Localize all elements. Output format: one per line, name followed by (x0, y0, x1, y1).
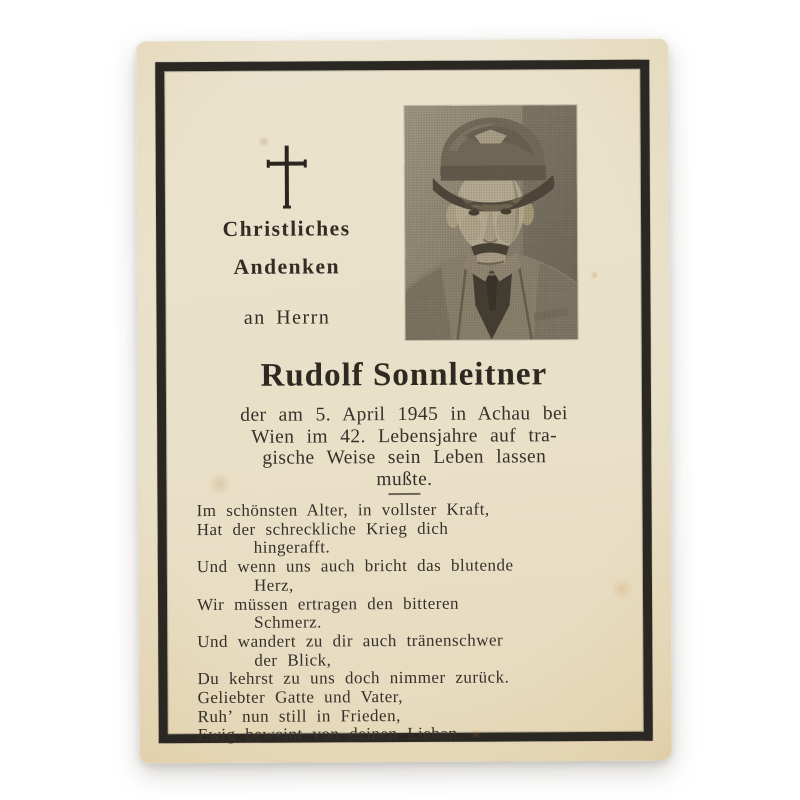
memorial-card (136, 39, 672, 764)
poem-line: Ruh’ nun still in Frieden, (197, 705, 401, 726)
poem-line: Ewig beweint von deinen Lieben. (197, 724, 463, 745)
obituary-line: mußte. (376, 468, 433, 490)
poem-line: Wir müssen ertragen den bitteren (197, 593, 460, 614)
memorial-poem (197, 500, 628, 745)
poem-line: der Blick, (254, 650, 332, 670)
header-line-an-herrn: an Herrn (243, 306, 331, 329)
poem-line: Schmerz. (254, 612, 322, 633)
header-line-andenken: Andenken (233, 254, 341, 279)
cross-icon (164, 144, 409, 214)
obituary-text (178, 403, 630, 491)
soldier-portrait-photo (404, 105, 577, 340)
deceased-name: Rudolf Sonnleitner (260, 356, 548, 394)
poem-line: Und wandert zu dir auch tränenschwer (197, 630, 504, 652)
poem-line: hingerafft. (253, 537, 331, 558)
poem-line: Und wenn uns auch bricht das blutende (196, 555, 514, 577)
divider-rule (388, 493, 420, 495)
header-line-christliches: Christliches (222, 216, 351, 241)
poem-line: Hat der schreckliche Krieg dich (196, 518, 449, 539)
poem-line: Du kehrst zu uns doch nimmer zurück. (197, 667, 510, 689)
poem-line: Herz, (253, 575, 294, 595)
poem-line: Im schönsten Alter, in vollster Kraft, (196, 499, 490, 521)
obituary-line: gische Weise sein Leben lassen (262, 446, 547, 469)
poem-line: Geliebter Gatte und Vater, (197, 687, 404, 708)
card-header (164, 216, 410, 330)
obituary-line: Wien im 42. Lebensjahre auf tra- (251, 424, 558, 448)
obituary-line: der am 5. April 1945 in Achau bei (240, 403, 568, 426)
